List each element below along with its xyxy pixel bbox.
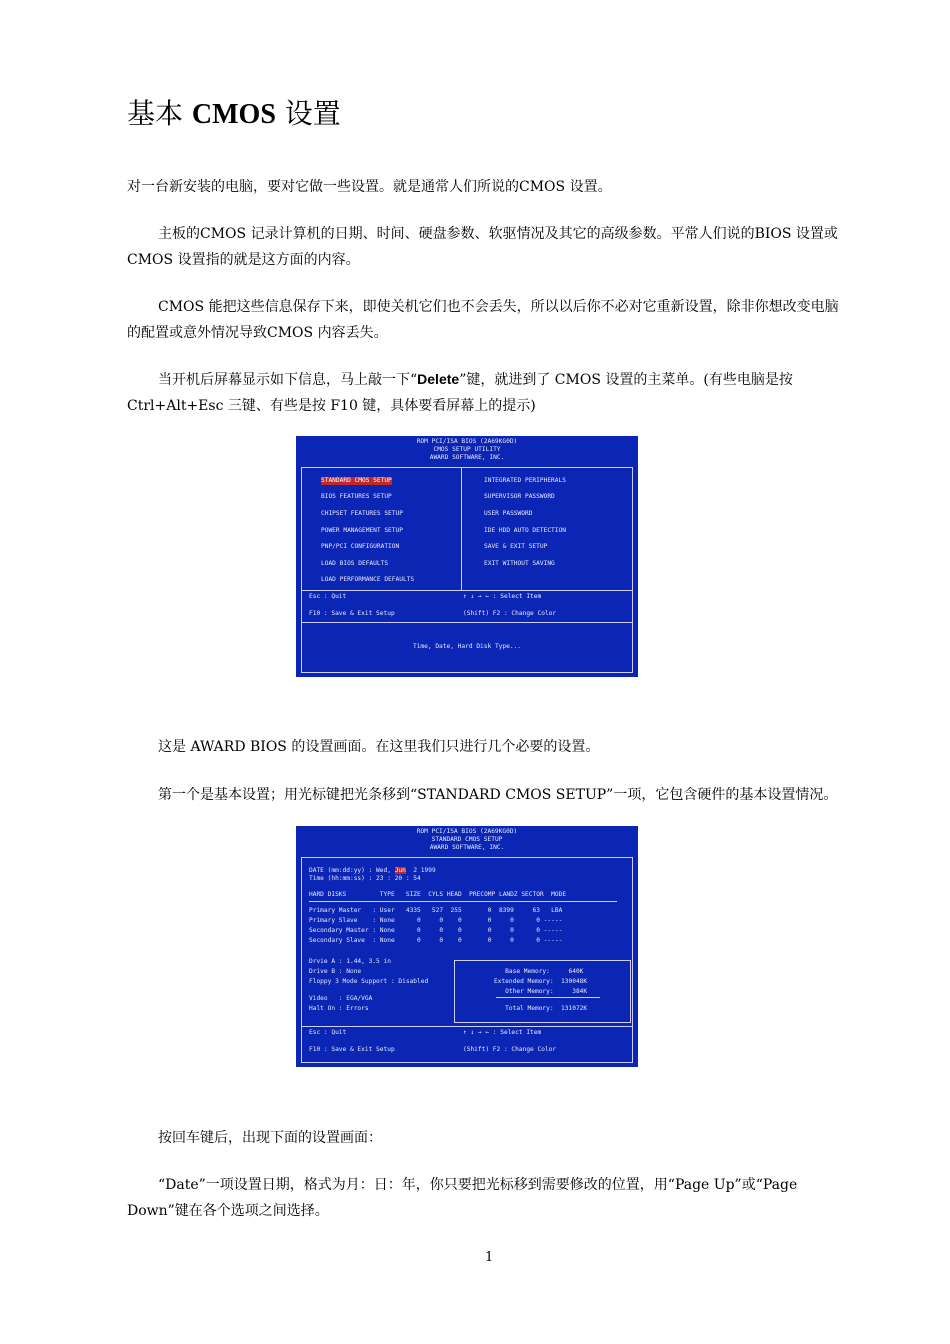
halt-on-field[interactable]: Halt On : Errors (309, 1005, 369, 1012)
key-hint-color: (Shift) F2 : Change Color (463, 610, 557, 617)
divider (302, 590, 632, 591)
divider (302, 1026, 632, 1027)
paragraph-7: 按回车键后，出现下面的设置画面： (158, 1130, 382, 1146)
menu-item-load-performance-defaults[interactable]: LOAD PERFORMANCE DEFAULTS (321, 576, 415, 583)
key-hint-select: ↑ ↓ → ← : Select Item (463, 593, 542, 600)
menu-item-supervisor-password[interactable]: SUPERVISOR PASSWORD (484, 493, 555, 500)
hard-disk-header: HARD DISKS TYPE SIZE CYLS HEAD PRECOMP LANDZ SECTOR MODE (309, 891, 567, 898)
disk-row[interactable]: Secondary Master : None 0 0 0 0 0 0 ----- (309, 927, 563, 934)
key-hint-f10: F10 : Save & Exit Setup (309, 610, 395, 617)
floppy-3-mode-field[interactable]: Floppy 3 Mode Support : Disabled (309, 978, 429, 985)
disk-row[interactable]: Secondary Slave : None 0 0 0 0 0 0 ----- (309, 937, 563, 944)
menu-item-save-exit[interactable]: SAVE & EXIT SETUP (484, 543, 548, 550)
key-hint-select: ↑ ↓ → ← : Select Item (463, 1029, 542, 1036)
menu-item-user-password[interactable]: USER PASSWORD (484, 510, 533, 517)
bios-header-2: STANDARD CMOS SETUP (431, 836, 503, 843)
date-field[interactable]: DATE (mm:dd:yy) : Wed, Jun 2 1999 (309, 867, 436, 874)
paragraph-6: 第一个是基本设置；用光标键把光条移到“STANDARD CMOS SETUP”一项，它包含硬件的基本设置情况。 (158, 787, 838, 803)
paragraph-3: CMOS 能把这些信息保存下来，即使关机它们也不会丢失，所以以后你不必对它重新设置，除非你想改变电脑的配置或意外情况导致CMOS 内容丢失。 (127, 299, 839, 341)
bios-header-2: CMOS SETUP UTILITY (433, 446, 501, 453)
page-number: 1 (485, 1250, 494, 1265)
menu-item-exit-without-saving[interactable]: EXIT WITHOUT SAVING (484, 560, 555, 567)
disk-row[interactable]: Primary Slave : None 0 0 0 0 0 0 ----- (309, 917, 563, 924)
time-field[interactable]: Time (hh:mm:ss) : 23 : 20 : 54 (309, 875, 421, 882)
bios-main-menu-screenshot (296, 436, 638, 677)
divider (309, 901, 617, 902)
drive-b-field[interactable]: Drive B : None (309, 968, 362, 975)
divider (302, 622, 632, 623)
key-hint-esc: Esc : Quit (309, 1029, 347, 1036)
date-month-value[interactable]: Jun (394, 867, 406, 874)
menu-item-pnp-pci[interactable]: PNP/PCI CONFIGURATION (321, 543, 400, 550)
key-hint-esc: Esc : Quit (309, 593, 347, 600)
menu-item-chipset-features[interactable]: CHIPSET FEATURES SETUP (321, 510, 403, 517)
divider (461, 468, 462, 590)
drive-a-field[interactable]: Drvie A : 1.44, 3.5 in (309, 958, 391, 965)
bios-status-line: Time, Date, Hard Disk Type... (412, 643, 522, 650)
other-memory: Other Memory: 384K (494, 988, 588, 995)
base-memory: Base Memory: 640K (494, 968, 584, 975)
bios-header-1: ROM PCI/ISA BIOS (2A69KG0D) (416, 438, 518, 445)
paragraph-1: 对一台新安装的电脑，要对它做一些设置。就是通常人们所说的CMOS 设置。 (127, 179, 612, 195)
disk-row[interactable]: Primary Master : User 4335 527 255 0 8399 63 LBA (309, 907, 563, 914)
paragraph-2: 主板的CMOS 记录计算机的日期、时间、硬盘参数、软驱情况及其它的高级参数。平常人们说的BIOS 设置或 CMOS 设置指的就是这方面的内容。 (127, 226, 838, 268)
paragraph-5: 这是 AWARD BIOS 的设置画面。在这里我们只进行几个必要的设置。 (158, 739, 600, 755)
menu-item-standard-cmos[interactable]: STANDARD CMOS SETUP (321, 477, 392, 484)
extended-memory: Extended Memory: 130048K (494, 978, 588, 985)
bios-standard-cmos-screenshot (296, 826, 638, 1067)
menu-item-power-management[interactable]: POWER MANAGEMENT SETUP (321, 527, 403, 534)
divider (496, 997, 600, 998)
menu-item-integrated-peripherals[interactable]: INTEGRATED PERIPHERALS (484, 477, 566, 484)
page-title: 基本 CMOS 设置 (127, 97, 341, 130)
bios-header-3: AWARD SOFTWARE, INC. (429, 454, 505, 461)
bios-header-3: AWARD SOFTWARE, INC. (429, 844, 505, 851)
menu-item-load-bios-defaults[interactable]: LOAD BIOS DEFAULTS (321, 560, 389, 567)
menu-item-bios-features[interactable]: BIOS FEATURES SETUP (321, 493, 392, 500)
paragraph-8: “Date”一项设置日期，格式为月：日：年，你只要把光标移到需要修改的位置，用“Page Up”或“Page Down”键在各个选项之间选择。 (127, 1177, 798, 1219)
paragraph-4: 当开机后屏幕显示如下信息，马上敲一下“Delete”键，就进到了 CMOS 设置的主菜单。(有些电脑是按Ctrl+Alt+Esc 三键、有些是按 F10 键，具体要看屏幕上的提示) (127, 371, 793, 414)
menu-item-ide-hdd-auto-detection[interactable]: IDE HDD AUTO DETECTION (484, 527, 566, 534)
total-memory: Total Memory: 131072K (494, 1005, 588, 1012)
key-hint-f10: F10 : Save & Exit Setup (309, 1046, 395, 1053)
key-hint-color: (Shift) F2 : Change Color (463, 1046, 557, 1053)
video-field[interactable]: Video : EGA/VGA (309, 995, 373, 1002)
bios-header-1: ROM PCI/ISA BIOS (2A69KG0D) (416, 828, 518, 835)
